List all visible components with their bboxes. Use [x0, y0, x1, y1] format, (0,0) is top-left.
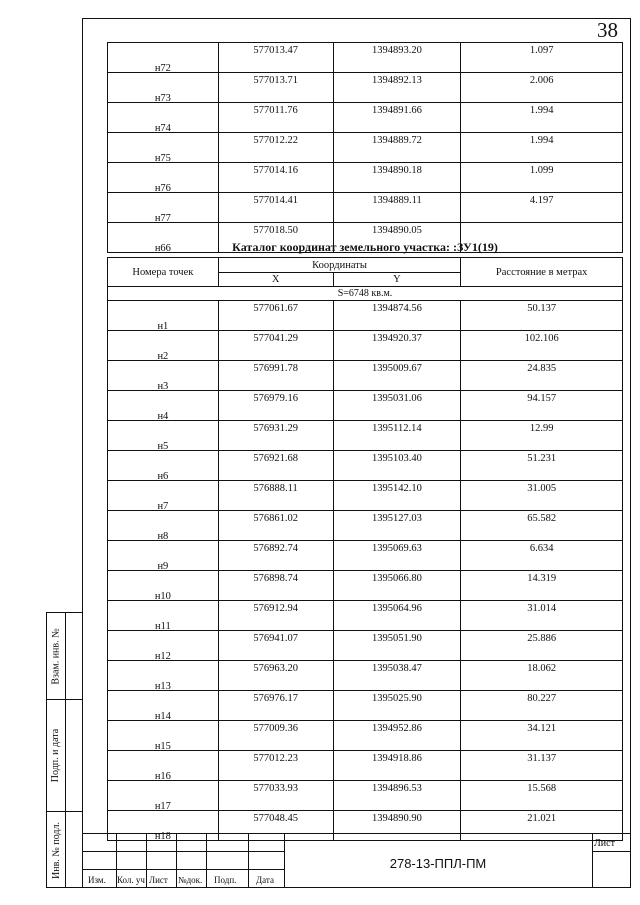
table-row	[108, 421, 623, 451]
distance-cell: 51.231	[461, 451, 623, 481]
point-number-cell: н2	[108, 331, 219, 361]
distance-cell: 102.106	[461, 331, 623, 361]
distance-cell: 1.994	[461, 103, 623, 133]
table-row	[108, 391, 623, 421]
x-coordinate-cell: 576921.68	[218, 451, 333, 481]
x-coordinate-cell: 576861.02	[218, 511, 333, 541]
x-coordinate-cell: 577018.50	[218, 223, 333, 253]
y-coordinate-cell: 1395025.90	[333, 691, 461, 721]
y-coordinate-cell: 1394889.11	[333, 193, 461, 223]
point-number-cell: н11	[108, 601, 219, 631]
title-block	[82, 833, 631, 888]
distance-cell: 4.197	[461, 193, 623, 223]
table-row	[108, 661, 623, 691]
caption-date: Дата	[256, 875, 274, 885]
y-coordinate-cell: 1395066.80	[333, 571, 461, 601]
y-coordinate-cell: 1394891.66	[333, 103, 461, 133]
distance-cell: 24.835	[461, 361, 623, 391]
table-row	[108, 631, 623, 661]
x-coordinate-cell: 577013.47	[218, 43, 333, 73]
table-row	[108, 511, 623, 541]
x-coordinate-cell: 576898.74	[218, 571, 333, 601]
side-stamp	[46, 612, 82, 888]
point-number-cell: н13	[108, 661, 219, 691]
table-row	[108, 781, 623, 811]
x-coordinate-cell: 576991.78	[218, 361, 333, 391]
y-coordinate-cell: 1394896.53	[333, 781, 461, 811]
point-number-cell: н73	[108, 73, 219, 103]
y-coordinate-cell: 1395069.63	[333, 541, 461, 571]
distance-cell: 31.005	[461, 481, 623, 511]
point-number-cell: н77	[108, 193, 219, 223]
table-row	[108, 331, 623, 361]
distance-cell: 2.006	[461, 73, 623, 103]
x-coordinate-cell: 577033.93	[218, 781, 333, 811]
point-number-cell: н16	[108, 751, 219, 781]
distance-cell: 12.99	[461, 421, 623, 451]
table-row	[108, 481, 623, 511]
distance-cell: 1.099	[461, 163, 623, 193]
point-number-cell: н8	[108, 511, 219, 541]
header-points: Номера точек	[108, 258, 219, 287]
y-coordinate-cell: 1395051.90	[333, 631, 461, 661]
point-number-cell: н4	[108, 391, 219, 421]
distance-cell: 65.582	[461, 511, 623, 541]
point-number-cell: н3	[108, 361, 219, 391]
y-coordinate-cell: 1394890.18	[333, 163, 461, 193]
y-coordinate-cell: 1394920.37	[333, 331, 461, 361]
y-coordinate-cell: 1395142.10	[333, 481, 461, 511]
y-coordinate-cell: 1395103.40	[333, 451, 461, 481]
table-row	[108, 43, 623, 73]
point-number-cell: н9	[108, 541, 219, 571]
x-coordinate-cell: 576976.17	[218, 691, 333, 721]
x-coordinate-cell: 577014.16	[218, 163, 333, 193]
table-row	[108, 301, 623, 331]
y-coordinate-cell: 1394952.86	[333, 721, 461, 751]
stamp-label-sign-date: Подп. и дата	[50, 728, 62, 782]
page-number: 38	[597, 18, 618, 42]
point-number-cell: н72	[108, 43, 219, 73]
table-row	[108, 751, 623, 781]
x-coordinate-cell: 576941.07	[218, 631, 333, 661]
point-number-cell: н12	[108, 631, 219, 661]
distance-cell: 21.021	[461, 811, 623, 841]
caption-sheet: Лист	[149, 875, 168, 885]
y-coordinate-cell: 1395009.67	[333, 361, 461, 391]
coordinates-catalog-body	[108, 301, 623, 841]
distance-cell: 1.994	[461, 133, 623, 163]
point-number-cell: н75	[108, 133, 219, 163]
table-row	[108, 73, 623, 103]
point-number-cell: н10	[108, 571, 219, 601]
x-coordinate-cell: 576912.94	[218, 601, 333, 631]
caption-doc-no: №док.	[178, 875, 203, 885]
distance-cell: 1.097	[461, 43, 623, 73]
document-code: 278-13-ППЛ-ПМ	[389, 856, 487, 871]
x-coordinate-cell: 577013.71	[218, 73, 333, 103]
header-coords: Координаты	[218, 258, 461, 273]
x-coordinate-cell: 577061.67	[218, 301, 333, 331]
table-row	[108, 721, 623, 751]
coordinates-table-continued	[107, 42, 623, 253]
table-row	[108, 163, 623, 193]
table-row	[108, 103, 623, 133]
stamp-label-replace-inv: Взам. инв. №	[50, 627, 62, 685]
table-row	[108, 601, 623, 631]
area-row: S=6748 кв.м.	[108, 287, 623, 301]
point-number-cell: н1	[108, 301, 219, 331]
distance-cell: 6.634	[461, 541, 623, 571]
x-coordinate-cell: 577012.22	[218, 133, 333, 163]
distance-cell: 80.227	[461, 691, 623, 721]
y-coordinate-cell: 1395064.96	[333, 601, 461, 631]
x-coordinate-cell: 577009.36	[218, 721, 333, 751]
distance-cell: 94.157	[461, 391, 623, 421]
point-number-cell: н5	[108, 421, 219, 451]
y-coordinate-cell: 1395112.14	[333, 421, 461, 451]
x-coordinate-cell: 576892.74	[218, 541, 333, 571]
distance-cell: 25.886	[461, 631, 623, 661]
table-row	[108, 133, 623, 163]
x-coordinate-cell: 577014.41	[218, 193, 333, 223]
y-coordinate-cell: 1395127.03	[333, 511, 461, 541]
y-coordinate-cell: 1394889.72	[333, 133, 461, 163]
distance-cell: 31.014	[461, 601, 623, 631]
x-coordinate-cell: 576888.11	[218, 481, 333, 511]
x-coordinate-cell: 577041.29	[218, 331, 333, 361]
table-row	[108, 541, 623, 571]
point-number-cell: н76	[108, 163, 219, 193]
point-number-cell: н17	[108, 781, 219, 811]
y-coordinate-cell: 1395038.47	[333, 661, 461, 691]
point-number-cell: н14	[108, 691, 219, 721]
coordinates-table-continued-body	[108, 43, 623, 253]
distance-cell: 14.319	[461, 571, 623, 601]
distance-cell: 15.568	[461, 781, 623, 811]
caption-signature: Подп.	[214, 875, 237, 885]
distance-cell: 18.062	[461, 661, 623, 691]
table-row	[108, 361, 623, 391]
caption-qty: Кол. уч	[117, 875, 145, 885]
y-coordinate-cell: 1394890.05	[333, 223, 461, 253]
point-number-cell: н74	[108, 103, 219, 133]
distance-cell: 31.137	[461, 751, 623, 781]
sheet-label: Лист	[594, 838, 615, 849]
point-number-cell: н7	[108, 481, 219, 511]
point-number-cell: н6	[108, 451, 219, 481]
stamp-label-inv-original: Инв. № подл.	[50, 821, 62, 879]
point-number-cell: н18	[108, 811, 219, 841]
table-row	[108, 691, 623, 721]
distance-cell: 50.137	[461, 301, 623, 331]
y-coordinate-cell: 1394890.90	[333, 811, 461, 841]
point-number-cell: н66	[108, 223, 219, 253]
y-coordinate-cell: 1394918.86	[333, 751, 461, 781]
x-coordinate-cell: 576979.16	[218, 391, 333, 421]
x-coordinate-cell: 576931.29	[218, 421, 333, 451]
x-coordinate-cell: 577011.76	[218, 103, 333, 133]
point-number-cell: н15	[108, 721, 219, 751]
y-coordinate-cell: 1394874.56	[333, 301, 461, 331]
table-row	[108, 571, 623, 601]
catalog-title: Каталог координат земельного участка: :ЗУ1(19)	[232, 240, 498, 254]
y-coordinate-cell: 1394892.13	[333, 73, 461, 103]
x-coordinate-cell: 576963.20	[218, 661, 333, 691]
x-coordinate-cell: 577048.45	[218, 811, 333, 841]
coordinates-catalog-table	[107, 257, 623, 841]
table-row	[108, 451, 623, 481]
distance-cell: 34.121	[461, 721, 623, 751]
header-distance: Расстояние в метрах	[461, 258, 623, 287]
table-row	[108, 193, 623, 223]
header-x: X	[218, 273, 333, 287]
y-coordinate-cell: 1395031.06	[333, 391, 461, 421]
x-coordinate-cell: 577012.23	[218, 751, 333, 781]
header-y: Y	[333, 273, 461, 287]
caption-change: Изм.	[88, 875, 106, 885]
y-coordinate-cell: 1394893.20	[333, 43, 461, 73]
